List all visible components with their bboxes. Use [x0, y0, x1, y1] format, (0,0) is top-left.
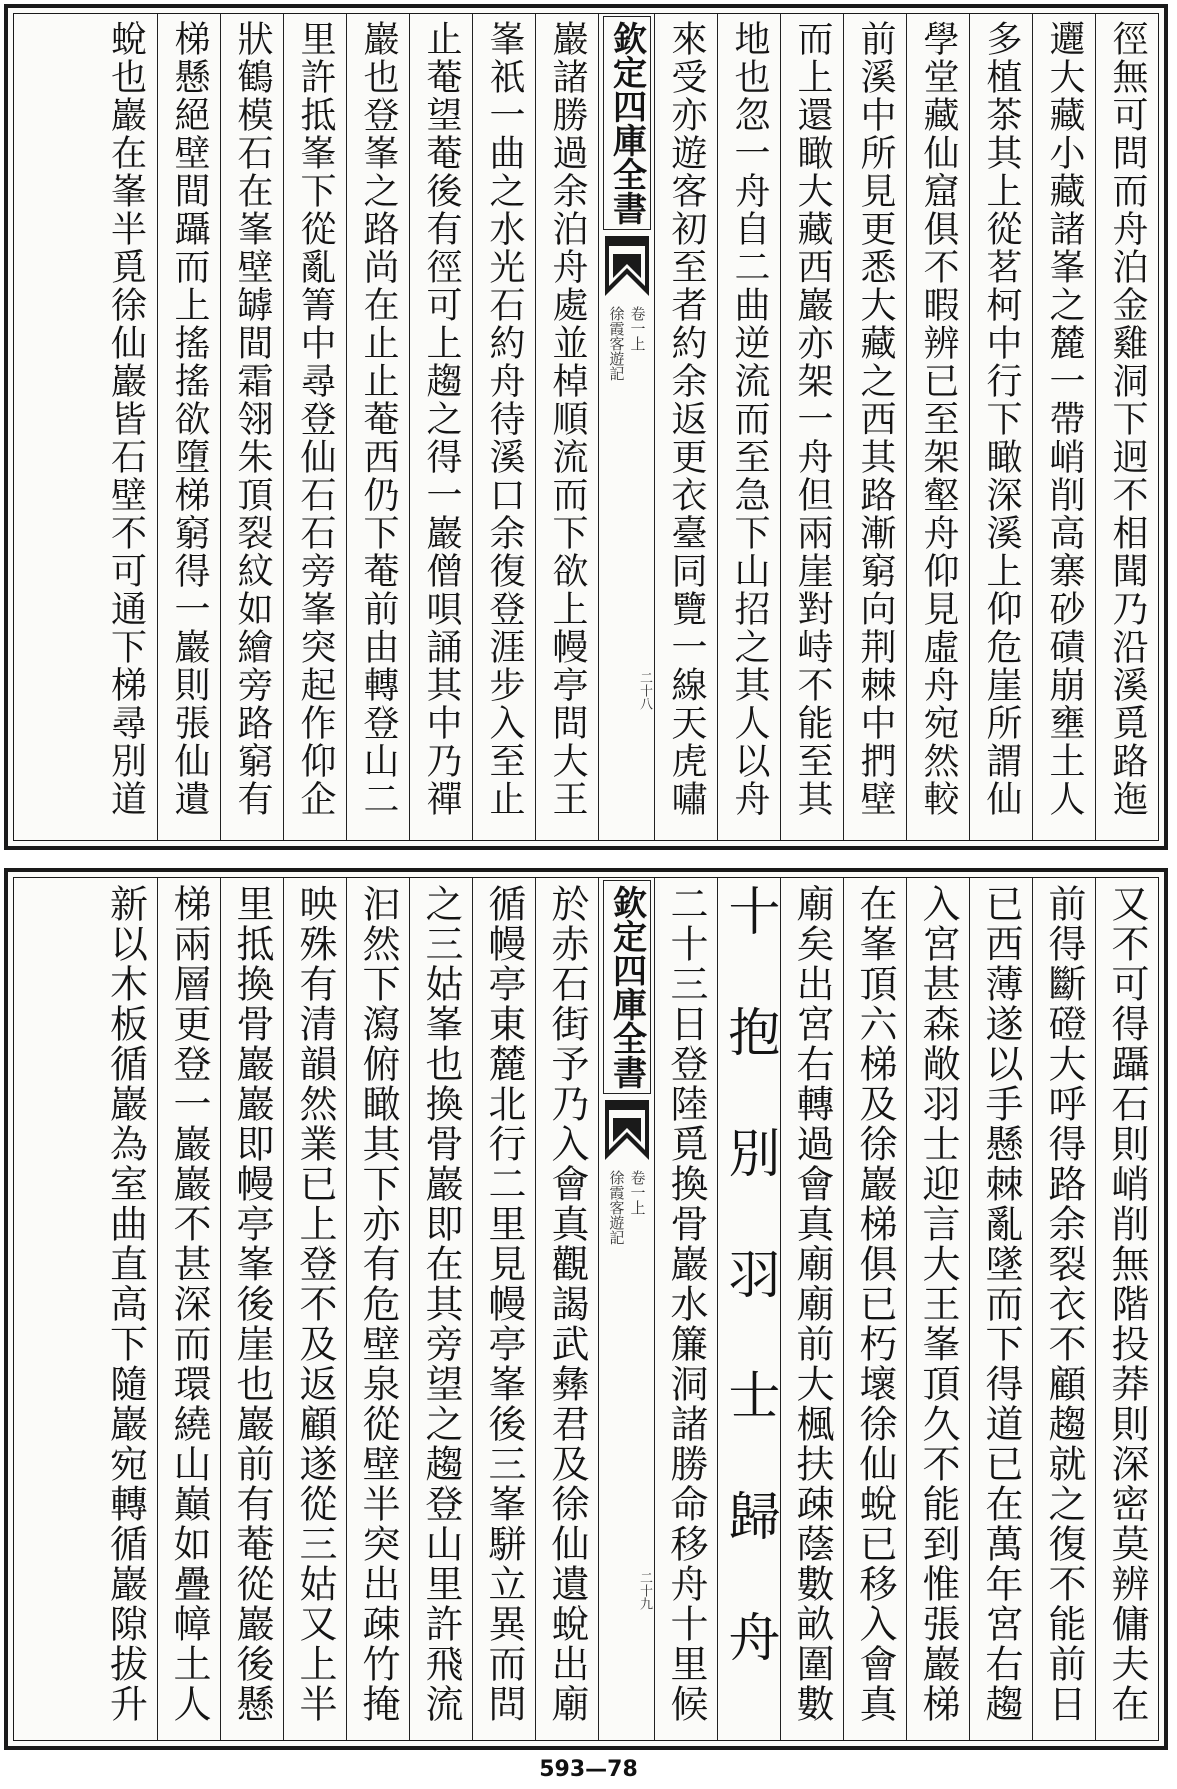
text-column: 徑無可問而舟泊金雞洞下迥不相聞乃沿溪覓路迤 — [1095, 14, 1158, 840]
text-column: 汩然下瀉俯瞰其下亦有危壁泉從壁半突出疎竹掩 — [346, 878, 409, 1740]
text-column: 在峯頂六梯及徐巖梯俱已朽壞徐仙蛻已移入會真 — [843, 878, 906, 1740]
work-title: 徐霞客遊記 — [607, 306, 626, 381]
center-fold-column — [598, 878, 654, 1740]
fish-tail-icon — [605, 1100, 649, 1164]
text-column: 而上還瞰大藏西巖亦架一舟但兩崖對峙不能至其 — [780, 14, 843, 840]
book-title: 欽定四庫全書 — [603, 880, 651, 1094]
work-title: 徐霞客遊記 — [607, 1170, 626, 1245]
text-column: 又不可得躡石則峭削無階投莽則深密莫辨傭夫在 — [1095, 878, 1158, 1740]
text-column: 狀鶴模石在峯壁罅間霜翎朱頂裂紋如繪旁路窮有 — [220, 14, 283, 840]
text-column: 里許抵峯下從亂箐中尋登仙石石旁峯突起作仰企 — [283, 14, 346, 840]
volume-label: 卷一上 — [628, 1170, 647, 1215]
bottom-page-frame — [13, 877, 1159, 1741]
text-column: 蛻也巖在峯半覓徐仙巖皆石壁不可通下梯尋別道 — [105, 20, 147, 818]
text-column: 學堂藏仙窟俱不暇辨已至架壑舟仰見虛舟宛然較 — [906, 14, 969, 840]
text-column: 里抵換骨巖巖即幔亭峯後崖也巖前有菴從巖後懸 — [220, 878, 283, 1740]
page-number: 二十九 — [637, 1571, 652, 1610]
text-column: 地也忽一舟自二曲逆流而至急下山招之其人以舟 — [717, 14, 780, 840]
text-column: 邐大藏小藏諸峯之麓一帶峭削高寨砂磧崩壅土人 — [1032, 14, 1095, 840]
text-column: 止菴望菴後有徑可上趨之得一巖僧唄誦其中乃禪 — [409, 14, 472, 840]
text-column: 入宮甚森敞羽士迎言大王峯頂久不能到惟張巖梯 — [906, 878, 969, 1740]
center-fold-column — [598, 14, 654, 840]
fish-tail-icon — [605, 236, 649, 300]
text-column: 二十三日登陸覓換骨巖水簾洞諸勝命移舟十里候 — [654, 878, 717, 1740]
text-column: 於赤石街予乃入會真觀謁武彝君及徐仙遺蛻出廟 — [535, 878, 598, 1740]
text-column: 十抱別羽士歸舟 — [717, 878, 780, 1740]
page-footer-number: 593—78 — [539, 1757, 638, 1782]
text-column: 巖也登峯之路尚在止止菴西仍下菴前由轉登山二 — [346, 14, 409, 840]
text-column: 映殊有清韻然業已上登不及返顧遂從三姑又上半 — [283, 878, 346, 1740]
text-column: 前得斷磴大呼得路余裂衣不顧趨就之復不能前日 — [1032, 878, 1095, 1740]
text-column: 峯祇一曲之水光石約舟待溪口余復登涯步入至止 — [472, 14, 535, 840]
text-column: 梯兩層更登一巖巖不甚深而環繞山巔如疊幛土人 — [157, 878, 220, 1740]
bottom-page — [4, 868, 1168, 1750]
text-column: 廟矣出宮右轉過會真廟廟前大楓扶疎蔭數畝圍數 — [780, 878, 843, 1740]
text-column: 多植茶其上從茗柯中行下瞰深溪上仰危崖所謂仙 — [969, 14, 1032, 840]
text-column: 前溪中所見更悉大藏之西其路漸窮向荆棘中捫壁 — [843, 14, 906, 840]
top-page-frame — [13, 13, 1159, 841]
text-column: 梯懸絕壁間躡而上搖搖欲墮梯窮得一巖則張仙遺 — [157, 14, 220, 840]
book-title: 欽定四庫全書 — [603, 16, 651, 230]
text-column: 來受亦遊客初至者約余返更衣臺同覽一線天虎嘯 — [654, 14, 717, 840]
text-column: 循幔亭東麓北行二里見幔亭峯後三峯駢立異而問 — [472, 878, 535, 1740]
page-number: 二十八 — [637, 671, 652, 710]
text-column: 已西薄遂以手懸棘亂墜而下得道已在萬年宮右趨 — [969, 878, 1032, 1740]
volume-label: 卷一上 — [628, 306, 647, 351]
text-column: 新以木板循巖為室曲直高下隨巖宛轉循巖隙拔升 — [103, 884, 148, 1724]
top-page — [4, 4, 1168, 850]
text-column: 巖諸勝過余泊舟處並棹順流而下欲上幔亭問大王 — [535, 14, 598, 840]
text-column: 之三姑峯也換骨巖即在其旁望之趨登山里許飛流 — [409, 878, 472, 1740]
